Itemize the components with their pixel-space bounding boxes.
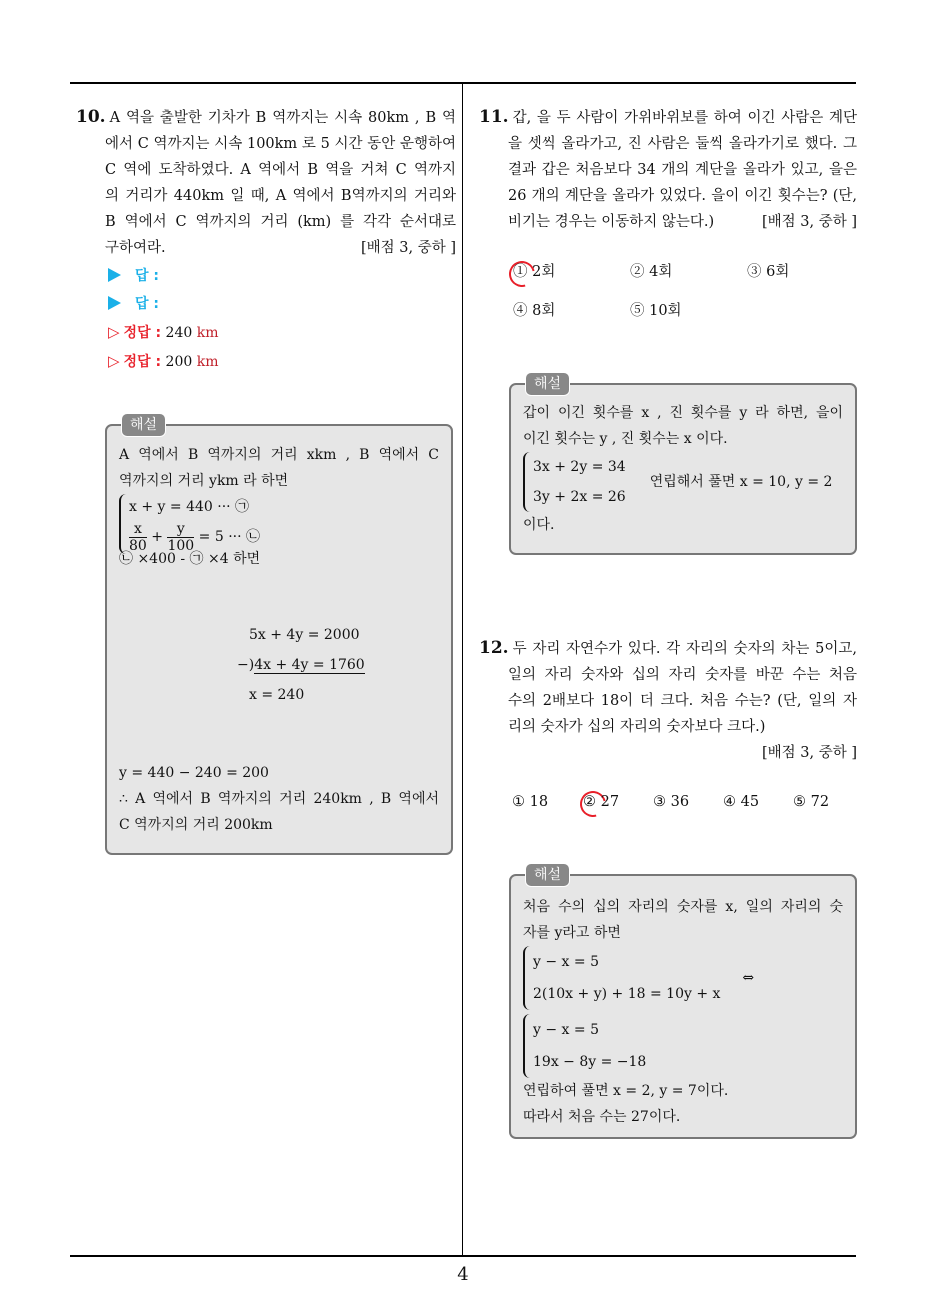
q12-option-5[interactable]: ⑤ 72 (793, 794, 830, 810)
explanation-tag: 해설 (525, 863, 570, 887)
explain-line: A 역에서 B 역까지의 거리 xkm , B 역에서 C (119, 447, 439, 463)
explanation-tag: 해설 (121, 413, 166, 437)
explain-line: 처음 수의 십의 자리의 숫자를 x, 일의 자리의 숫 (523, 899, 843, 915)
explain-line: 연립하여 풀면 x = 2, y = 7이다. (523, 1083, 729, 1099)
q11-score: [배점 3, 중하 ] (761, 214, 857, 230)
equation-system (523, 946, 720, 1010)
brace (523, 1014, 530, 1078)
answer-row-2: 답 : (76, 290, 456, 318)
solution-text: 연립해서 풀면 x = 10, y = 2 (649, 474, 833, 490)
equation-system (119, 494, 439, 554)
equation: 19x − 8y = −18 (533, 1054, 647, 1070)
equation-fraction: $\frac{x}{80}$ + $\frac{y}{100}$ = 5 ··· ㉡ (129, 520, 260, 554)
brace (523, 452, 530, 512)
q11-number: 11. (479, 107, 509, 127)
q11-option-4[interactable]: ④ 8회 (513, 303, 556, 319)
q12-line-4: 리의 숫자가 십의 자리의 숫자보다 크다.) (508, 719, 766, 735)
equation: y − x = 5 (533, 1022, 599, 1038)
q12-score: [배점 3, 중하 ] (761, 745, 857, 761)
outline-triangle-icon: ▷ (108, 323, 120, 341)
q12-number: 12. (479, 638, 509, 658)
correct-answer-2: ▷ 정답 : 200 km (108, 352, 219, 370)
bottom-rule (70, 1255, 856, 1257)
q10-score: [배점 3, 중하 ] (360, 240, 456, 256)
q11-line-3: 결과 갑은 처음보다 34 개의 계단을 올라가 있고, 을은 (508, 162, 857, 178)
explain-line: 이다. (523, 517, 555, 533)
equation-system (523, 1014, 843, 1078)
answer-triangle-icon (108, 268, 121, 282)
q11-option-2[interactable]: ② 4회 (630, 264, 673, 280)
q12-line-3: 수의 2배보다 18이 더 크다. 처음 수는? (단, 일의 자 (508, 693, 857, 709)
q11-line-1: 11. 갑, 을 두 사람이 가위바위보를 하여 이긴 사람은 계단 (479, 107, 857, 127)
equation: 2(10x + y) + 18 = 10y + x (533, 986, 721, 1002)
q10-number: 10. (76, 107, 106, 127)
explain-line: ∴ A 역에서 B 역까지의 거리 240km , B 역에서 (119, 791, 439, 807)
q12-option-3[interactable]: ③ 36 (653, 794, 690, 810)
explain-line: 역까지의 거리 ykm 라 하면 (119, 473, 289, 489)
explanation-tag: 해설 (525, 372, 570, 396)
question-11 (479, 104, 857, 235)
explain-line: 자를 y라고 하면 (523, 925, 621, 941)
q11-option-5[interactable]: ⑤ 10회 (630, 303, 682, 319)
answer-row-1: 답 : (76, 262, 456, 290)
q10-line-4: 의 거리가 440km 일 때, A 역에서 B역까지의 거리와 (105, 188, 456, 204)
outline-triangle-icon: ▷ (108, 352, 120, 370)
q11-option-1[interactable]: ① 2회 (513, 264, 556, 280)
q12-option-1[interactable]: ① 18 (512, 794, 549, 810)
q10-explanation (105, 417, 453, 855)
q12-option-2[interactable]: ② 27 (583, 794, 620, 810)
top-rule (70, 82, 856, 84)
column-calculation: 5x + 4y = 2000 −)4x + 4y = 1760 x = 240 (237, 627, 365, 703)
q10-line-1: 10. A 역을 출발한 기차가 B 역까지는 시속 80km , B 역 (76, 107, 456, 127)
q12-option-4[interactable]: ④ 45 (723, 794, 760, 810)
q12-line-2: 일의 자리 숫자와 십의 자리 숫자를 바꾼 수는 처음 (508, 667, 857, 683)
answer-triangle-icon (108, 296, 121, 310)
equation: y − x = 5 (533, 954, 599, 970)
brace (523, 946, 530, 1010)
page-number: 4 (457, 1264, 469, 1285)
equation-system (523, 452, 626, 512)
explain-line: 따라서 처음 수는 27이다. (523, 1109, 681, 1125)
q11-line-5: 비기는 경우는 이동하지 않는다.) [배점 3, 중하 ] (479, 209, 857, 235)
question-10 (76, 104, 456, 261)
q10-line-2: 에서 C 역까지는 시속 100km 로 5 시간 동안 운행하여 (105, 136, 456, 152)
q11-line-4: 26 개의 계단을 올라가 있었다. 을이 이긴 횟수는? (단, (508, 188, 857, 204)
q10-answers (76, 262, 456, 376)
q10-line-5: B 역에서 C 역까지의 거리 (km) 를 각각 순서대로 (105, 214, 456, 230)
explain-line: C 역까지의 거리 200km (119, 817, 273, 833)
brace (119, 494, 126, 554)
q11-line-2: 을 셋씩 올라가고, 진 사람은 둘씩 올라가기로 했다. 그 (508, 136, 857, 152)
q11-option-3[interactable]: ③ 6회 (747, 264, 790, 280)
q12-explanation (509, 867, 857, 1139)
equation: 3x + 2y = 34 (533, 459, 626, 475)
equivalence-arrow: ⇔ (742, 970, 755, 986)
correct-answer-1: ▷ 정답 : 240 km (108, 323, 219, 341)
explain-line: ㉡ ×400 - ㉠ ×4 하면 (119, 551, 261, 567)
q10-line-6: 구하여라. [배점 3, 중하 ] (76, 235, 456, 261)
column-divider (462, 83, 463, 1256)
q12-line-1: 12. 두 자리 자연수가 있다. 각 자리의 숫자의 차는 5이고, (479, 638, 857, 658)
explain-line: y = 440 − 240 = 200 (119, 765, 269, 781)
q10-line-3: C 역에 도착하였다. A 역에서 B 역을 거쳐 C 역까지 (105, 162, 456, 178)
q11-explanation (509, 376, 857, 555)
explain-line: 이긴 횟수는 y , 진 횟수는 x 이다. (523, 431, 728, 447)
explain-line: 갑이 이긴 횟수를 x , 진 횟수를 y 라 하면, 을이 (523, 405, 843, 421)
equation: 3y + 2x = 26 (533, 489, 626, 505)
equation: x + y = 440 ··· ㉠ (129, 499, 250, 515)
question-12 (479, 635, 857, 766)
